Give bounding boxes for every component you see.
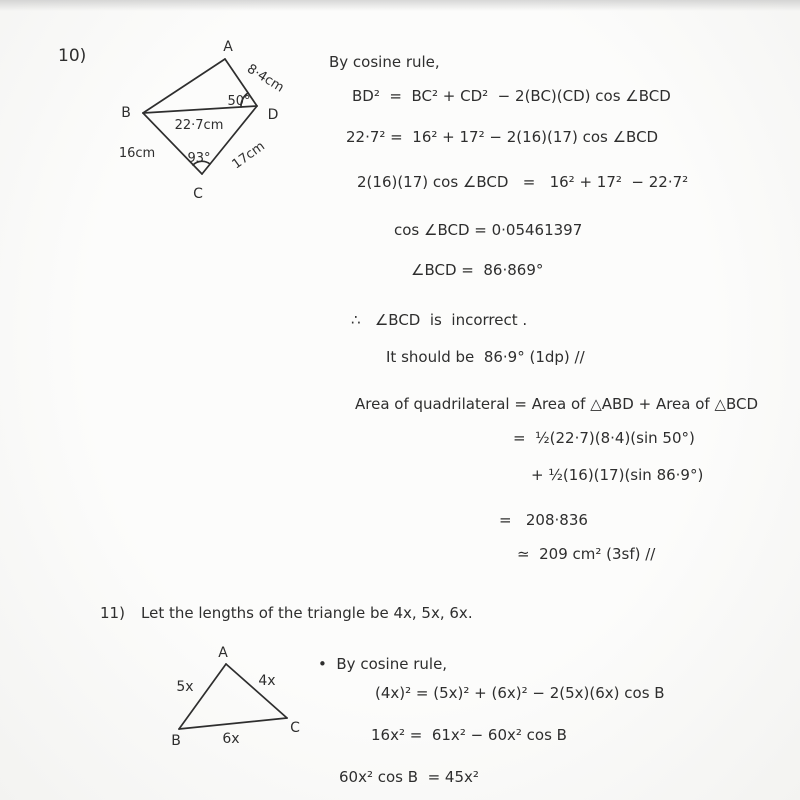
edge-ab xyxy=(179,664,226,729)
p10-equation-general: BD² = BC² + CD² − 2(BC)(CD) cos ∠BCD xyxy=(352,87,671,105)
vertex-c-label: C xyxy=(290,720,300,736)
angle-d-label: 50° xyxy=(227,94,251,109)
triangle-diagram xyxy=(160,643,312,759)
p10-area-term1: = ½(22·7)(8·4)(sin 50°) xyxy=(513,429,695,447)
p10-conclusion: ∴ ∠BCD is incorrect . xyxy=(351,311,528,329)
p10-area-rounded: ≃ 209 cm² (3sf) // xyxy=(517,545,656,563)
angle-c-label: 93° xyxy=(187,151,211,166)
p11-cosine-rule-intro: • By cosine rule, xyxy=(318,655,448,673)
p10-angle-value: ∠BCD = 86·869° xyxy=(411,261,544,279)
p10-equation-rearranged: 2(16)(17) cos ∠BCD = 16² + 17² − 22·7² xyxy=(357,173,689,191)
p10-cosine-rule-intro: By cosine rule, xyxy=(329,53,440,71)
p11-equation-simplified: 16x² = 61x² − 60x² cos B xyxy=(371,726,567,744)
edge-ac xyxy=(226,664,287,718)
p10-area-result: = 208·836 xyxy=(499,511,588,529)
vertex-b-label: B xyxy=(121,105,131,121)
problem11-number: 11) xyxy=(100,604,125,622)
side-bc-length-label: 6x xyxy=(222,731,240,747)
side-bc-length-label: 16cm xyxy=(118,146,156,161)
problem10-number: 10) xyxy=(58,46,87,66)
p10-area-formula: Area of quadrilateral = Area of △ABD + Area of △BCD xyxy=(355,395,759,413)
p11-equation-rearranged: 60x² cos B = 45x² xyxy=(339,768,479,786)
vertex-a-label: A xyxy=(223,39,233,55)
p10-equation-substituted: 22·7² = 16² + 17² − 2(16)(17) cos ∠BCD xyxy=(346,128,659,146)
p10-area-term2: + ½(16)(17)(sin 86·9°) xyxy=(531,466,704,484)
vertex-d-label: D xyxy=(267,107,279,123)
vertex-c-label: C xyxy=(193,186,203,202)
p11-statement: Let the lengths of the triangle be 4x, 5x, 6x. xyxy=(141,604,473,622)
side-cd-length-label: 17cm xyxy=(229,138,268,173)
diagonal-bd-length-label: 22·7cm xyxy=(174,118,224,133)
side-ab-length-label: 5x xyxy=(176,679,194,695)
vertex-b-label: B xyxy=(171,733,181,749)
side-ac-length-label: 4x xyxy=(258,673,276,689)
edge-bc xyxy=(179,718,287,729)
edge-ab xyxy=(143,59,225,113)
p10-correction: It should be 86·9° (1dp) // xyxy=(386,348,585,366)
quadrilateral-diagram xyxy=(95,35,297,209)
side-ad-length-label: 8·4cm xyxy=(244,61,287,96)
scan-top-edge xyxy=(0,0,800,11)
p10-cos-value: cos ∠BCD = 0·05461397 xyxy=(394,221,583,239)
vertex-a-label: A xyxy=(218,645,228,661)
p11-equation-substituted: (4x)² = (5x)² + (6x)² − 2(5x)(6x) cos B xyxy=(375,684,665,702)
